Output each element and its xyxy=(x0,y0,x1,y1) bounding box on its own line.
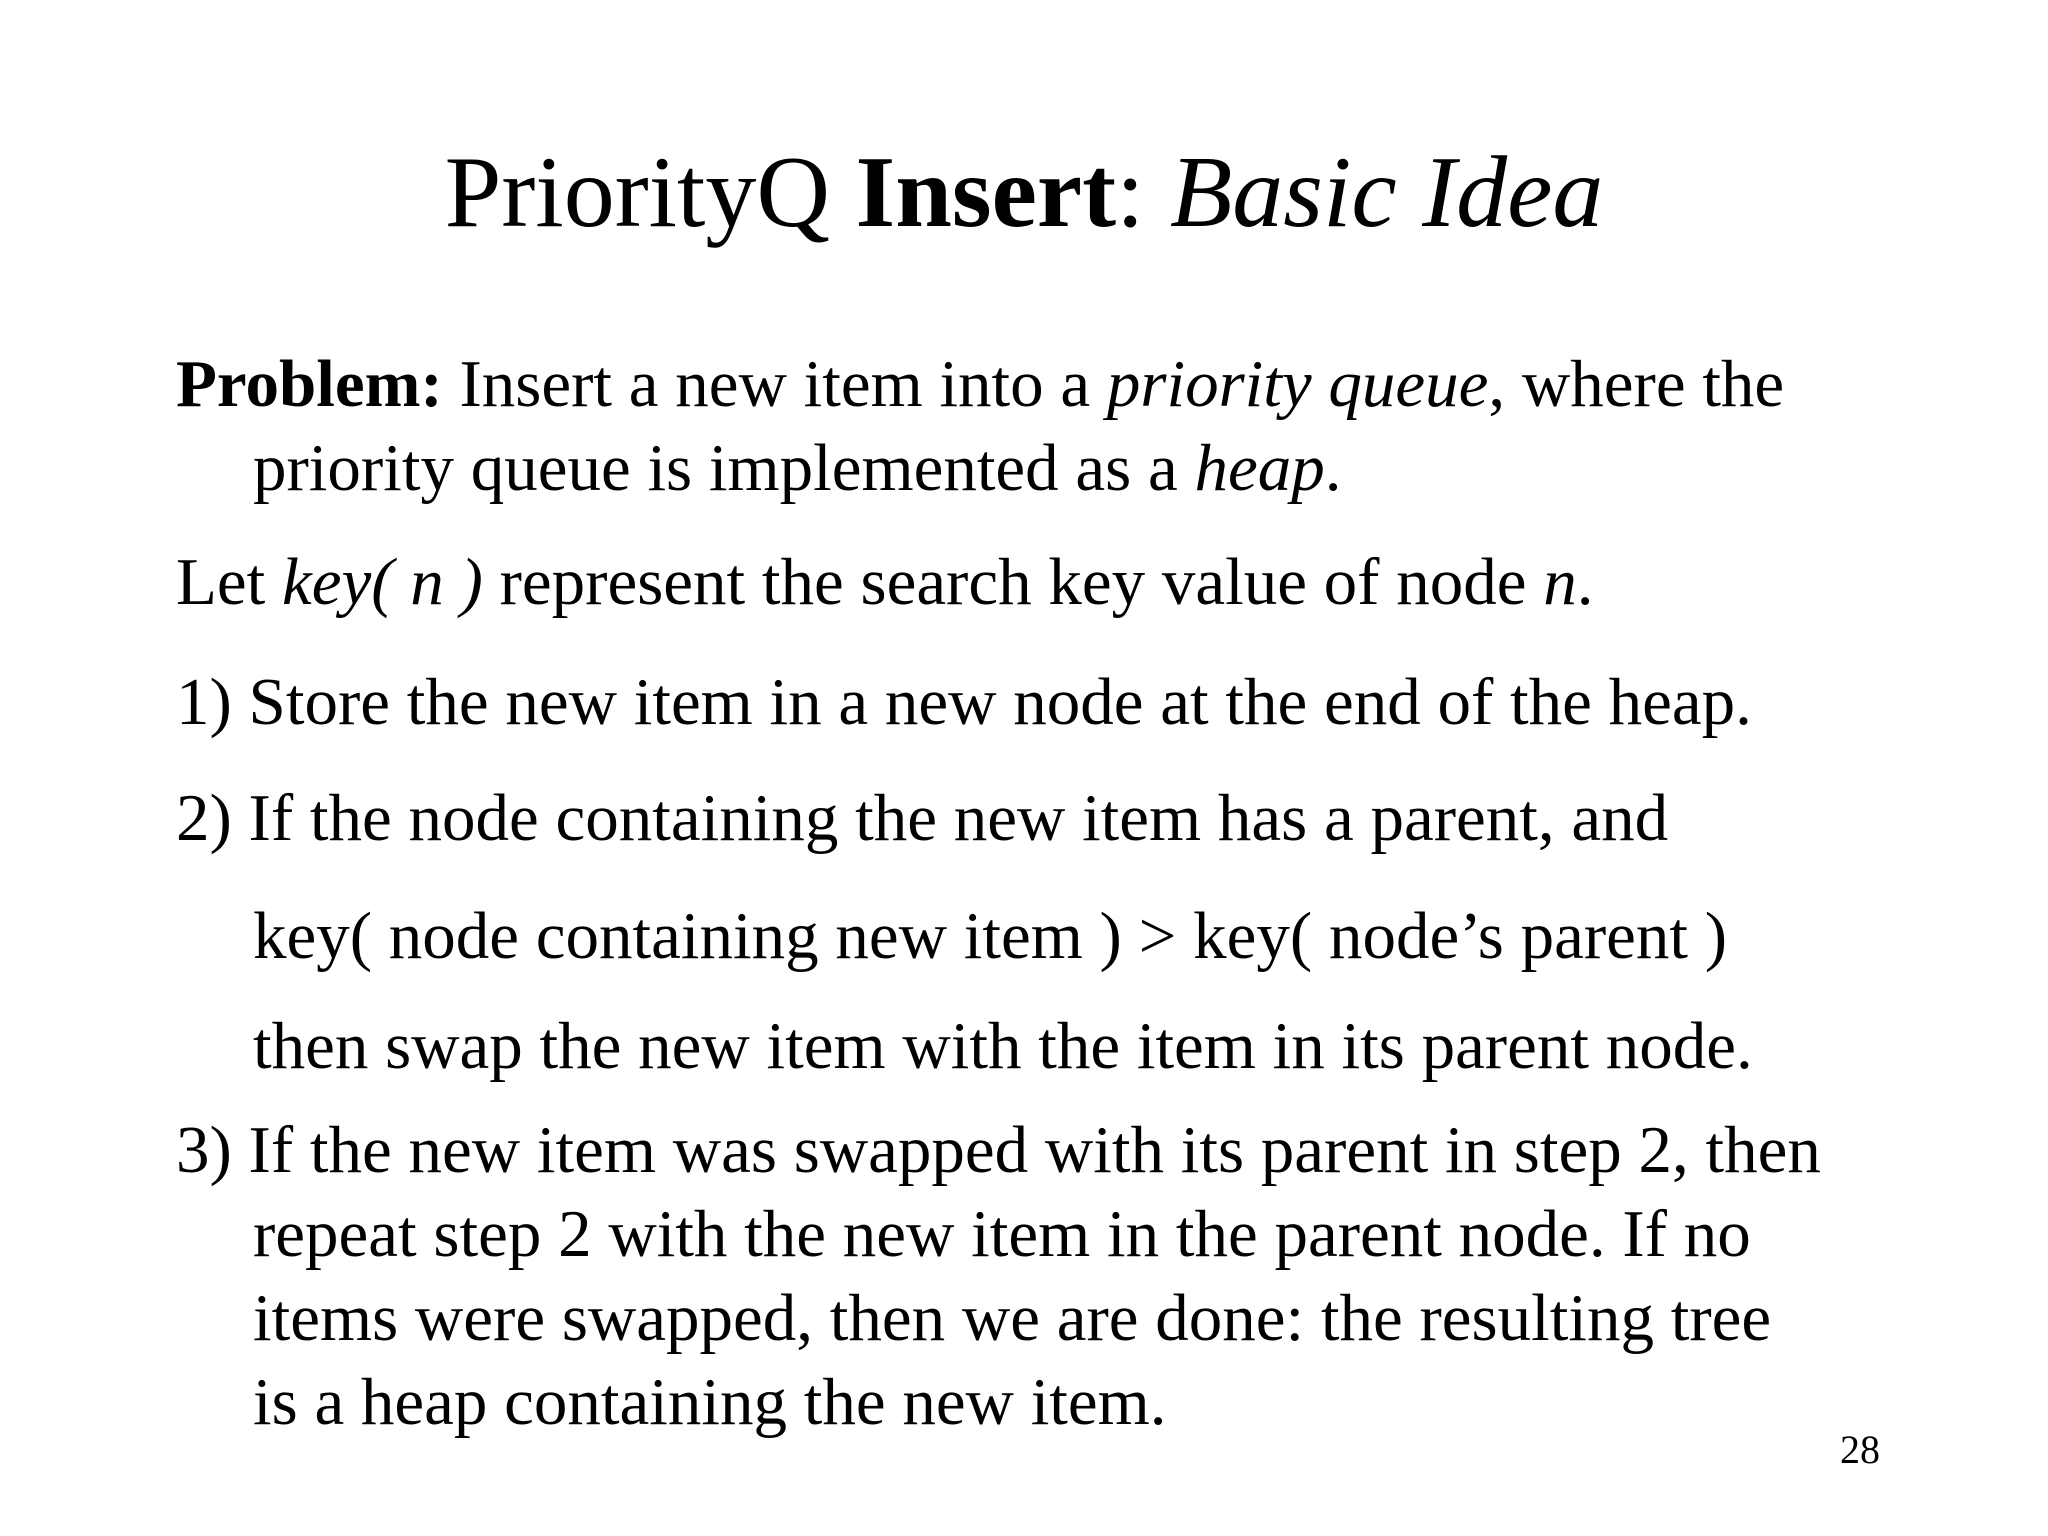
step-2-line-1: 2) If the node containing the new item has a parent, and xyxy=(176,781,1669,855)
problem-line-2 xyxy=(253,426,1341,510)
problem-line2-a: priority queue is implemented as a xyxy=(253,431,1195,505)
step-3-line-3: items were swapped, then we are done: the resulting tree xyxy=(253,1281,1772,1355)
problem-line-1 xyxy=(176,342,1936,426)
problem-line2-b: . xyxy=(1324,431,1342,505)
step-1: 1) Store the new item in a new node at the end of the heap. xyxy=(176,665,1752,739)
let-b: represent the search key value of node xyxy=(482,545,1544,619)
let-line xyxy=(176,540,1936,624)
problem-label: Problem: xyxy=(176,347,443,421)
step-3-line-4: is a heap containing the new item. xyxy=(253,1365,1167,1439)
step-3-line-1: 3) If the new item was swapped with its parent in step 2, then xyxy=(176,1113,1821,1187)
problem-text-a: Insert a new item into a xyxy=(442,347,1107,421)
problem-line2-italic: heap xyxy=(1194,431,1325,505)
step-2-line-3: then swap the new item with the item in its parent node. xyxy=(253,1009,1753,1083)
let-c: . xyxy=(1576,545,1594,619)
step-2-line-2: key( node containing new item ) > key( node’s parent ) xyxy=(253,899,1728,973)
page-number: 28 xyxy=(1840,1427,1880,1472)
title-colon: : xyxy=(1116,136,1170,249)
problem-text-italic: priority queue xyxy=(1106,347,1489,421)
slide-title xyxy=(0,128,2048,258)
title-plain: PriorityQ xyxy=(444,136,856,249)
step-3-line-2: repeat step 2 with the new item in the parent node. If no xyxy=(253,1197,1751,1271)
problem-text-b: , where the xyxy=(1488,347,1785,421)
let-italic-n: n xyxy=(1543,545,1577,619)
title-bold: Insert xyxy=(855,136,1117,249)
let-a: Let xyxy=(176,545,283,619)
title-italic: Basic Idea xyxy=(1169,136,1604,249)
let-italic: key( n ) xyxy=(282,545,483,619)
